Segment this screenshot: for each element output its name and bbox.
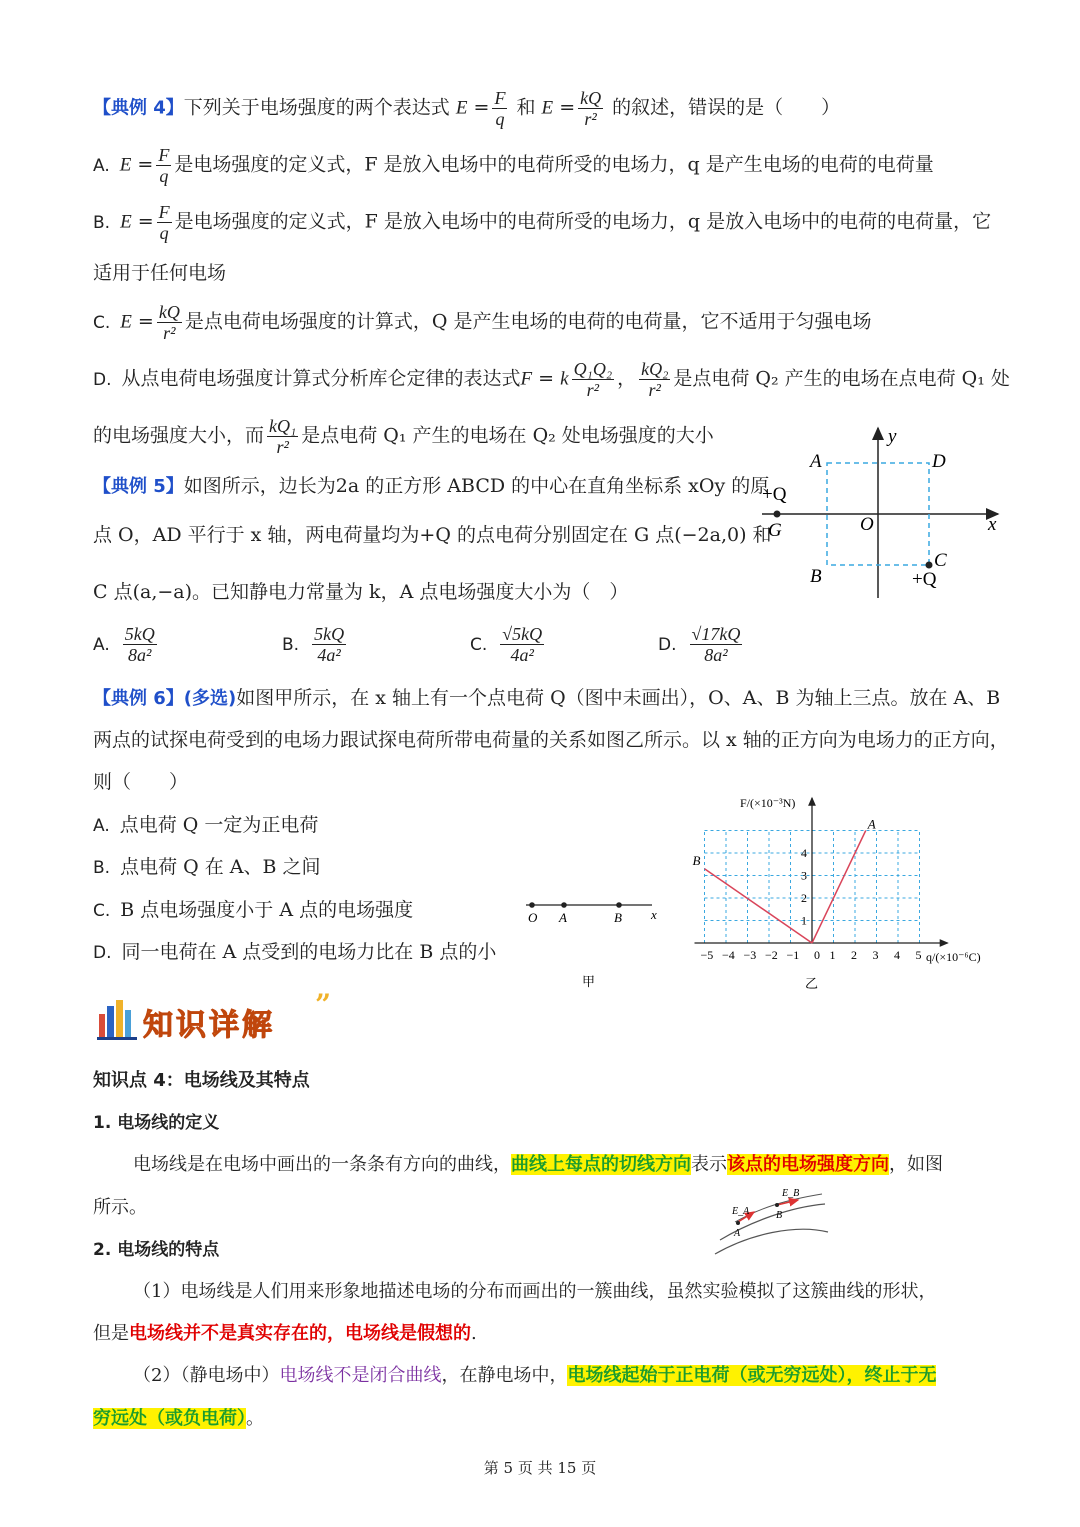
- ex6-option-b: B. 点电荷 Q 在 A、B 之间: [93, 856, 321, 878]
- svg-text:A: A: [559, 910, 567, 925]
- ex4-option-d: D. 从点电荷电场强度计算式分析库仑定律的表达式F = k $\frac{\text{Q₁Q₂}}{\text{r²}}$ ， $\frac{\text{kQ₂}}{\text{r²}}$ 是点电荷 Q₂ 产生的电场在点电荷 Q₁ 处: [93, 359, 1010, 400]
- ex5-option-b: B. $\frac{5kQ}{\text{4a²}}$: [282, 624, 345, 665]
- ex5-tag: 【典例 5】: [93, 476, 184, 497]
- svg-text:A: A: [734, 1228, 741, 1239]
- red-emphasis: 电场线并不是真实存在的，电场线是假想的: [129, 1323, 471, 1344]
- label-b: B: [810, 566, 822, 587]
- section-2-p2-line1: （2）（静电场中）电场线不是闭合曲线，在静电场中，电场线起始于正电荷（或无穷远处），终止于无: [133, 1365, 937, 1386]
- highlight-tangent: 曲线上每点的切线方向: [511, 1154, 691, 1175]
- y-tick-label: 1: [801, 913, 807, 928]
- x-tick-label: −2: [765, 948, 778, 962]
- label-c: C: [934, 550, 947, 571]
- x-tick-label: 2: [851, 948, 857, 962]
- series-label-b: B: [692, 852, 701, 868]
- ex4-tag: 【典例 4】: [93, 97, 184, 119]
- figure-yi-chart: [682, 790, 1002, 995]
- x-tick-label: −1: [786, 948, 800, 962]
- x-tick-label: −5: [700, 948, 714, 962]
- ex6-option-a: A. 点电荷 Q 一定为正电荷: [93, 814, 319, 836]
- section-2-p2-line2: 穷远处（或负电荷）。: [93, 1408, 264, 1429]
- ex5-figure: [750, 420, 1020, 605]
- svg-text:O: O: [528, 910, 538, 925]
- chart-ylabel: F/(×10⁻³N): [740, 796, 796, 810]
- ex4-option-d-cont: 的电场强度大小，而 $\frac{\text{kQ₁}}{\text{r²}}$ 是点电荷 Q₁ 产生的电场在 Q₂ 处电场强度的大小: [93, 416, 714, 457]
- series-line-b: [705, 869, 813, 943]
- page-footer: 第 5 页 共 15 页: [483, 1459, 597, 1477]
- ex6-line1: 【典例 6】(多选)如图甲所示，在 x 轴上有一个点电荷 Q（图中未画出），O、A、B 为轴上三点。放在 A、B: [93, 687, 1001, 709]
- section-2-p1-line2: 但是电场线并不是真实存在的，电场线是假想的.: [93, 1323, 477, 1344]
- charge-c: [926, 562, 933, 569]
- svg-text:B: B: [776, 1210, 783, 1221]
- knowledge-point-title: 知识点 4：电场线及其特点: [93, 1070, 310, 1091]
- caption-yi: 乙: [805, 976, 819, 991]
- purple-emphasis: 电场线不是闭合曲线: [279, 1365, 442, 1386]
- books-icon: [97, 996, 141, 1040]
- ex4-option-c: C. E = $\frac{kQ}{\text{r²}}$ 是点电荷电场强度的计算式，Q 是产生电场的电荷的电荷量，它不适用于匀强电场: [93, 302, 872, 343]
- ex6-option-c: C. B 点电场强度小于 A 点的电场强度: [93, 899, 414, 921]
- ex5-line2: 点 O，AD 平行于 x 轴，两电荷量均为+Q 的点电荷分别固定在 G 点(−2a,0) 和: [93, 524, 772, 546]
- label-q2: +Q: [912, 569, 937, 590]
- label-y: y: [888, 426, 897, 447]
- x-tick-label: 4: [894, 948, 900, 962]
- caption-jia: 甲: [582, 974, 596, 989]
- x-tick-label: 1: [829, 948, 836, 962]
- section-1-line1: 电场线是在电场中画出的一条条有方向的曲线，曲线上每点的切线方向表示该点的电场强度方向，如图: [133, 1154, 943, 1175]
- label-o: O: [860, 514, 874, 535]
- label-q1: +Q: [762, 484, 787, 505]
- field-lines-figure: [710, 1182, 840, 1262]
- highlight-start-end: 电场线起始于正电荷（或无穷远处），终止于无: [567, 1365, 937, 1386]
- formula-kQ-over-r2: $\frac{kQ}{\text{r²}}$: [580, 88, 602, 129]
- x-tick-label: 0: [814, 948, 820, 962]
- x-tick-label: −4: [722, 948, 735, 962]
- series-line-a: [812, 831, 866, 944]
- y-tick-label: 3: [801, 868, 807, 883]
- section-1-title: 1. 电场线的定义: [93, 1113, 220, 1133]
- charge-g: [774, 511, 781, 518]
- knowledge-banner: [97, 988, 337, 1043]
- ex5-option-d: D. $\frac{√17kQ}{\text{8a²}}$: [658, 624, 741, 665]
- ex6-tag: 【典例 6】: [93, 688, 184, 709]
- ex6-option-d: D. 同一电荷在 A 点受到的电场力比在 B 点的小: [93, 941, 497, 963]
- series-label-a: A: [867, 816, 876, 832]
- highlight-direction: 该点的电场强度方向: [727, 1154, 889, 1175]
- quote-icon: ”: [315, 988, 332, 1021]
- ex4-option-b-cont: 适用于任何电场: [93, 262, 227, 284]
- ex6-line3: 则（ ）: [93, 771, 189, 793]
- ex5-line3: C 点(a,−a)。已知静电力常量为 k，A 点电场强度大小为（ ）: [93, 581, 629, 603]
- figure-jia: [518, 892, 668, 992]
- ex5-line1: 【典例 5】如图所示，边长为2a 的正方形 ABCD 的中心在直角坐标系 xOy 的原: [93, 475, 770, 497]
- svg-text:E_A: E_A: [732, 1206, 750, 1217]
- svg-text:B: B: [614, 910, 622, 925]
- ex4-option-a: A. E = $\frac{F}{q}$ 是电场强度的定义式，F 是放入电场中的电荷所受的电场力，q 是产生电场的电荷的电荷量: [93, 145, 934, 186]
- section-2-title: 2. 电场线的特点: [93, 1240, 220, 1260]
- label-d: D: [932, 451, 946, 472]
- label-a: A: [810, 451, 822, 472]
- label-x: x: [988, 514, 997, 535]
- section-2-p1-line1: （1）电场线是人们用来形象地描述电场的分布而画出的一簇曲线，虽然实验模拟了这簇曲线的形状，: [133, 1281, 937, 1302]
- ex4-option-b: B. E = $\frac{F}{q}$ 是电场强度的定义式，F 是放入电场中的电荷所受的电场力，q 是放入电场中的电荷的电荷量，它: [93, 202, 992, 243]
- x-tick-label: 5: [915, 948, 922, 962]
- x-tick-label: −3: [743, 948, 757, 962]
- y-tick-label: 2: [801, 891, 807, 905]
- ex4-question: 【典例 4】下列关于电场强度的两个表达式 E = $\frac{F}{q}$ 和 E = $\frac{kQ}{\text{r²}}$ 的叙述，错误的是（ ）: [93, 88, 841, 129]
- ex5-option-c: C. $\frac{√5kQ}{\text{4a²}}$: [470, 624, 543, 665]
- chart-xlabel: q/(×10⁻⁶C): [926, 950, 981, 964]
- y-tick-label: 4: [801, 846, 807, 860]
- section-1-line2: 所示。: [93, 1197, 147, 1218]
- svg-text:E_B: E_B: [782, 1188, 800, 1199]
- label-g: G: [768, 520, 782, 541]
- svg-text:x: x: [651, 907, 657, 922]
- ex6-line2: 两点的试探电荷受到的电场力跟试探电荷所带电荷量的关系如图乙所示。以 x 轴的正方向为电场力的正方向，: [93, 729, 1009, 751]
- banner-text: 知识详解: [143, 1008, 275, 1043]
- formula-F-over-q: $\frac{F}{q}$: [494, 88, 506, 129]
- ex5-option-a: A. $\frac{5kQ}{\text{8a²}}$: [93, 624, 155, 665]
- x-tick-label: 3: [872, 948, 879, 962]
